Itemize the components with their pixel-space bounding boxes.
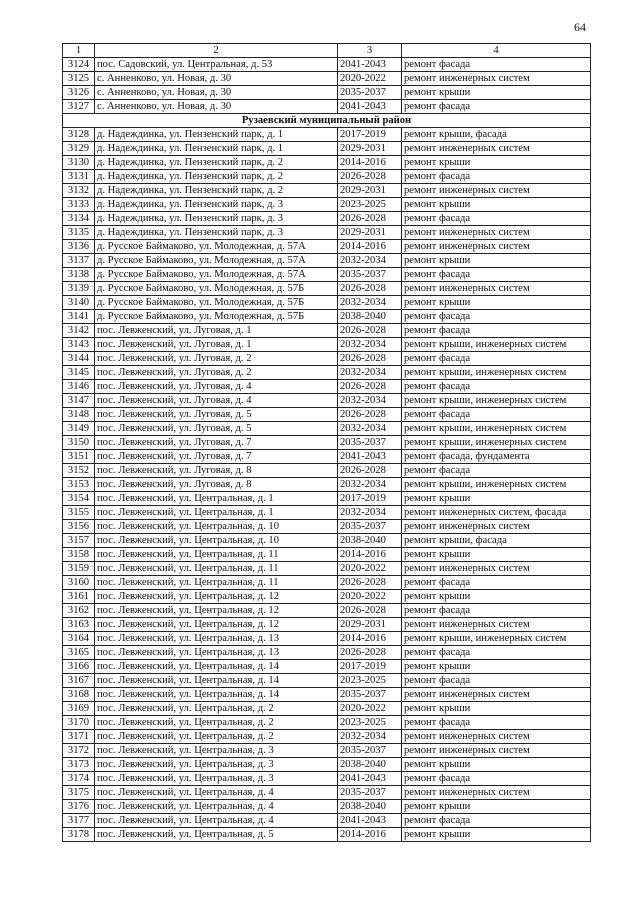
row-number: 3125 <box>63 72 95 86</box>
row-number: 3162 <box>63 604 95 618</box>
row-address: пос. Левженский, ул. Центральная, д. 10 <box>95 534 338 548</box>
table-row <box>63 828 591 842</box>
row-number: 3164 <box>63 632 95 646</box>
row-work-type: ремонт крыши, инженерных систем <box>402 366 591 380</box>
row-work-type: ремонт фасада <box>402 100 591 114</box>
row-period: 2014-2016 <box>338 240 402 254</box>
row-number: 3165 <box>63 646 95 660</box>
row-period: 2032-2034 <box>338 296 402 310</box>
row-work-type: ремонт крыши <box>402 800 591 814</box>
row-address: д. Русское Баймаково, ул. Молодежная, д. 57Б <box>95 310 338 324</box>
row-number: 3163 <box>63 618 95 632</box>
row-work-type: ремонт фасада <box>402 814 591 828</box>
row-work-type: ремонт крыши, фасада <box>402 534 591 548</box>
row-work-type: ремонт инженерных систем, фасада <box>402 506 591 520</box>
row-work-type: ремонт крыши, инженерных систем <box>402 422 591 436</box>
row-period: 2026-2028 <box>338 464 402 478</box>
row-work-type: ремонт крыши <box>402 702 591 716</box>
row-period: 2026-2028 <box>338 604 402 618</box>
column-header-4: 4 <box>402 44 591 58</box>
table-row <box>63 170 591 184</box>
row-address: пос. Левженский, ул. Центральная, д. 11 <box>95 576 338 590</box>
row-work-type: ремонт крыши <box>402 590 591 604</box>
row-period: 2017-2019 <box>338 492 402 506</box>
row-period: 2032-2034 <box>338 366 402 380</box>
row-work-type: ремонт инженерных систем <box>402 744 591 758</box>
table-row <box>63 814 591 828</box>
row-address: пос. Левженский, ул. Луговая, д. 7 <box>95 450 338 464</box>
row-period: 2029-2031 <box>338 226 402 240</box>
row-work-type: ремонт крыши <box>402 548 591 562</box>
table-row <box>63 436 591 450</box>
row-work-type: ремонт крыши <box>402 660 591 674</box>
row-number: 3131 <box>63 170 95 184</box>
row-period: 2035-2037 <box>338 268 402 282</box>
row-period: 2023-2025 <box>338 198 402 212</box>
table-row <box>63 100 591 114</box>
row-period: 2041-2043 <box>338 58 402 72</box>
row-period: 2032-2034 <box>338 730 402 744</box>
table-row <box>63 674 591 688</box>
row-address: с. Анненково, ул. Новая, д. 30 <box>95 72 338 86</box>
row-address: пос. Левженский, ул. Луговая, д. 5 <box>95 408 338 422</box>
section-title: Рузаевский муниципальный район <box>63 114 591 128</box>
row-address: д. Надеждинка, ул. Пензенский парк, д. 1 <box>95 128 338 142</box>
row-number: 3146 <box>63 380 95 394</box>
table-row <box>63 352 591 366</box>
row-number: 3159 <box>63 562 95 576</box>
table-row <box>63 786 591 800</box>
row-period: 2032-2034 <box>338 394 402 408</box>
table-row <box>63 702 591 716</box>
row-number: 3126 <box>63 86 95 100</box>
table-row <box>63 198 591 212</box>
row-period: 2035-2037 <box>338 520 402 534</box>
row-period: 2035-2037 <box>338 436 402 450</box>
row-period: 2041-2043 <box>338 814 402 828</box>
row-address: пос. Левженский, ул. Луговая, д. 5 <box>95 422 338 436</box>
row-address: пос. Левженский, ул. Центральная, д. 5 <box>95 828 338 842</box>
row-number: 3167 <box>63 674 95 688</box>
row-number: 3152 <box>63 464 95 478</box>
row-work-type: ремонт крыши <box>402 198 591 212</box>
row-work-type: ремонт крыши <box>402 492 591 506</box>
row-address: пос. Левженский, ул. Центральная, д. 3 <box>95 744 338 758</box>
row-work-type: ремонт фасада <box>402 380 591 394</box>
table-row <box>63 240 591 254</box>
table-row <box>63 226 591 240</box>
row-work-type: ремонт фасада <box>402 716 591 730</box>
row-address: пос. Левженский, ул. Луговая, д. 1 <box>95 338 338 352</box>
row-period: 2020-2022 <box>338 702 402 716</box>
rows-before-section <box>63 58 591 114</box>
row-address: д. Надеждинка, ул. Пензенский парк, д. 1 <box>95 142 338 156</box>
row-number: 3140 <box>63 296 95 310</box>
row-number: 3124 <box>63 58 95 72</box>
row-address: пос. Левженский, ул. Центральная, д. 10 <box>95 520 338 534</box>
table-row <box>63 128 591 142</box>
row-period: 2035-2037 <box>338 86 402 100</box>
section-heading-group <box>63 114 591 128</box>
table-row <box>63 72 591 86</box>
column-header-1: 1 <box>63 44 95 58</box>
row-number: 3178 <box>63 828 95 842</box>
row-period: 2041-2043 <box>338 100 402 114</box>
row-address: пос. Левженский, ул. Луговая, д. 7 <box>95 436 338 450</box>
table-row <box>63 618 591 632</box>
row-number: 3173 <box>63 758 95 772</box>
row-work-type: ремонт крыши <box>402 758 591 772</box>
row-number: 3150 <box>63 436 95 450</box>
row-work-type: ремонт крыши, инженерных систем <box>402 478 591 492</box>
table-row <box>63 254 591 268</box>
table-row <box>63 772 591 786</box>
row-work-type: ремонт крыши, инженерных систем <box>402 338 591 352</box>
table-row <box>63 212 591 226</box>
row-work-type: ремонт фасада <box>402 212 591 226</box>
table-row <box>63 156 591 170</box>
row-work-type: ремонт инженерных систем <box>402 282 591 296</box>
row-period: 2014-2016 <box>338 548 402 562</box>
row-period: 2035-2037 <box>338 786 402 800</box>
row-number: 3175 <box>63 786 95 800</box>
row-work-type: ремонт фасада <box>402 646 591 660</box>
row-work-type: ремонт инженерных систем <box>402 520 591 534</box>
row-work-type: ремонт крыши, фасада <box>402 128 591 142</box>
row-address: пос. Левженский, ул. Луговая, д. 8 <box>95 464 338 478</box>
row-work-type: ремонт фасада <box>402 170 591 184</box>
row-period: 2026-2028 <box>338 646 402 660</box>
row-period: 2017-2019 <box>338 660 402 674</box>
column-header-2: 2 <box>95 44 338 58</box>
row-number: 3177 <box>63 814 95 828</box>
row-number: 3160 <box>63 576 95 590</box>
row-address: д. Надеждинка, ул. Пензенский парк, д. 3 <box>95 226 338 240</box>
row-work-type: ремонт фасада <box>402 408 591 422</box>
row-period: 2020-2022 <box>338 72 402 86</box>
row-period: 2032-2034 <box>338 254 402 268</box>
row-address: пос. Левженский, ул. Центральная, д. 4 <box>95 814 338 828</box>
row-number: 3176 <box>63 800 95 814</box>
row-period: 2038-2040 <box>338 310 402 324</box>
row-address: пос. Левженский, ул. Центральная, д. 12 <box>95 604 338 618</box>
row-address: пос. Левженский, ул. Центральная, д. 14 <box>95 688 338 702</box>
row-work-type: ремонт крыши <box>402 156 591 170</box>
row-period: 2026-2028 <box>338 282 402 296</box>
column-number-row <box>63 44 591 58</box>
row-address: пос. Левженский, ул. Центральная, д. 14 <box>95 674 338 688</box>
row-address: пос. Левженский, ул. Центральная, д. 12 <box>95 618 338 632</box>
row-work-type: ремонт инженерных систем <box>402 184 591 198</box>
row-period: 2026-2028 <box>338 324 402 338</box>
table-row <box>63 492 591 506</box>
row-period: 2014-2016 <box>338 828 402 842</box>
table-row <box>63 660 591 674</box>
table-row <box>63 632 591 646</box>
row-address: д. Надеждинка, ул. Пензенский парк, д. 2 <box>95 170 338 184</box>
table-row <box>63 590 591 604</box>
row-address: пос. Садовский, ул. Центральная, д. 53 <box>95 58 338 72</box>
row-period: 2026-2028 <box>338 408 402 422</box>
row-period: 2035-2037 <box>338 688 402 702</box>
row-number: 3142 <box>63 324 95 338</box>
row-address: д. Русское Баймаково, ул. Молодежная, д. 57Б <box>95 282 338 296</box>
row-address: пос. Левженский, ул. Центральная, д. 13 <box>95 646 338 660</box>
row-address: пос. Левженский, ул. Центральная, д. 2 <box>95 716 338 730</box>
row-work-type: ремонт фасада <box>402 464 591 478</box>
row-work-type: ремонт крыши, инженерных систем <box>402 394 591 408</box>
row-address: д. Русское Баймаково, ул. Молодежная, д. 57А <box>95 240 338 254</box>
row-period: 2032-2034 <box>338 338 402 352</box>
row-period: 2041-2043 <box>338 450 402 464</box>
row-number: 3143 <box>63 338 95 352</box>
row-work-type: ремонт фасада <box>402 324 591 338</box>
row-number: 3168 <box>63 688 95 702</box>
row-number: 3130 <box>63 156 95 170</box>
page-number: 64 <box>574 20 586 34</box>
row-number: 3151 <box>63 450 95 464</box>
table-row <box>63 394 591 408</box>
row-work-type: ремонт фасада, фундамента <box>402 450 591 464</box>
row-address: пос. Левженский, ул. Центральная, д. 1 <box>95 506 338 520</box>
table-row <box>63 324 591 338</box>
row-number: 3139 <box>63 282 95 296</box>
row-period: 2038-2040 <box>338 800 402 814</box>
row-number: 3136 <box>63 240 95 254</box>
table-row <box>63 310 591 324</box>
row-address: д. Надеждинка, ул. Пензенский парк, д. 2 <box>95 156 338 170</box>
row-period: 2026-2028 <box>338 576 402 590</box>
row-period: 2029-2031 <box>338 618 402 632</box>
row-work-type: ремонт крыши, инженерных систем <box>402 436 591 450</box>
table-row <box>63 520 591 534</box>
table-row <box>63 604 591 618</box>
row-address: д. Надеждинка, ул. Пензенский парк, д. 2 <box>95 184 338 198</box>
table-row <box>63 534 591 548</box>
table-row <box>63 688 591 702</box>
table-row <box>63 800 591 814</box>
row-work-type: ремонт крыши <box>402 254 591 268</box>
table-row <box>63 646 591 660</box>
row-period: 2014-2016 <box>338 156 402 170</box>
row-number: 3127 <box>63 100 95 114</box>
row-address: с. Анненково, ул. Новая, д. 30 <box>95 86 338 100</box>
row-number: 3171 <box>63 730 95 744</box>
column-header-3: 3 <box>338 44 402 58</box>
row-address: д. Русское Баймаково, ул. Молодежная, д. 57А <box>95 268 338 282</box>
row-number: 3153 <box>63 478 95 492</box>
row-work-type: ремонт крыши, инженерных систем <box>402 632 591 646</box>
row-number: 3158 <box>63 548 95 562</box>
row-number: 3135 <box>63 226 95 240</box>
row-work-type: ремонт инженерных систем <box>402 688 591 702</box>
table-row <box>63 338 591 352</box>
row-work-type: ремонт инженерных систем <box>402 730 591 744</box>
table-row <box>63 478 591 492</box>
row-address: пос. Левженский, ул. Центральная, д. 13 <box>95 632 338 646</box>
row-period: 2017-2019 <box>338 128 402 142</box>
row-address: пос. Левженский, ул. Центральная, д. 1 <box>95 492 338 506</box>
row-period: 2029-2031 <box>338 184 402 198</box>
row-number: 3144 <box>63 352 95 366</box>
row-number: 3166 <box>63 660 95 674</box>
row-address: пос. Левженский, ул. Луговая, д. 2 <box>95 352 338 366</box>
row-work-type: ремонт фасада <box>402 58 591 72</box>
row-work-type: ремонт фасада <box>402 576 591 590</box>
row-address: д. Русское Баймаково, ул. Молодежная, д. 57А <box>95 254 338 268</box>
row-work-type: ремонт фасада <box>402 310 591 324</box>
row-work-type: ремонт крыши <box>402 828 591 842</box>
row-number: 3149 <box>63 422 95 436</box>
table-row <box>63 576 591 590</box>
row-work-type: ремонт инженерных систем <box>402 786 591 800</box>
row-address: пос. Левженский, ул. Центральная, д. 4 <box>95 786 338 800</box>
table-row <box>63 184 591 198</box>
row-address: пос. Левженский, ул. Луговая, д. 2 <box>95 366 338 380</box>
row-number: 3161 <box>63 590 95 604</box>
row-work-type: ремонт инженерных систем <box>402 72 591 86</box>
row-work-type: ремонт фасада <box>402 352 591 366</box>
row-number: 3148 <box>63 408 95 422</box>
table-row <box>63 142 591 156</box>
row-period: 2032-2034 <box>338 422 402 436</box>
row-address: пос. Левженский, ул. Центральная, д. 3 <box>95 772 338 786</box>
row-work-type: ремонт фасада <box>402 268 591 282</box>
table-row <box>63 268 591 282</box>
row-number: 3154 <box>63 492 95 506</box>
row-address: пос. Левженский, ул. Центральная, д. 2 <box>95 702 338 716</box>
row-number: 3155 <box>63 506 95 520</box>
table-row <box>63 366 591 380</box>
register-table <box>62 43 591 842</box>
row-number: 3172 <box>63 744 95 758</box>
row-period: 2038-2040 <box>338 758 402 772</box>
row-number: 3174 <box>63 772 95 786</box>
row-work-type: ремонт крыши <box>402 86 591 100</box>
table-row <box>63 296 591 310</box>
table-row <box>63 548 591 562</box>
table-row <box>63 86 591 100</box>
row-address: д. Надеждинка, ул. Пензенский парк, д. 3 <box>95 198 338 212</box>
row-period: 2020-2022 <box>338 590 402 604</box>
row-work-type: ремонт инженерных систем <box>402 240 591 254</box>
row-number: 3147 <box>63 394 95 408</box>
table-row <box>63 730 591 744</box>
row-period: 2035-2037 <box>338 744 402 758</box>
row-period: 2026-2028 <box>338 352 402 366</box>
row-work-type: ремонт инженерных систем <box>402 562 591 576</box>
row-number: 3137 <box>63 254 95 268</box>
row-address: пос. Левженский, ул. Центральная, д. 12 <box>95 590 338 604</box>
row-address: с. Анненково, ул. Новая, д. 30 <box>95 100 338 114</box>
row-address: пос. Левженский, ул. Центральная, д. 11 <box>95 548 338 562</box>
row-period: 2026-2028 <box>338 380 402 394</box>
row-number: 3141 <box>63 310 95 324</box>
row-period: 2023-2025 <box>338 716 402 730</box>
row-number: 3134 <box>63 212 95 226</box>
row-number: 3145 <box>63 366 95 380</box>
row-work-type: ремонт крыши <box>402 296 591 310</box>
table-row <box>63 562 591 576</box>
row-number: 3169 <box>63 702 95 716</box>
table-row <box>63 422 591 436</box>
row-address: пос. Левженский, ул. Центральная, д. 14 <box>95 660 338 674</box>
table-row <box>63 450 591 464</box>
row-period: 2026-2028 <box>338 170 402 184</box>
row-number: 3132 <box>63 184 95 198</box>
row-period: 2038-2040 <box>338 534 402 548</box>
table-row <box>63 58 591 72</box>
row-address: пос. Левженский, ул. Центральная, д. 2 <box>95 730 338 744</box>
row-number: 3157 <box>63 534 95 548</box>
row-work-type: ремонт инженерных систем <box>402 618 591 632</box>
row-address: пос. Левженский, ул. Луговая, д. 1 <box>95 324 338 338</box>
row-address: пос. Левженский, ул. Центральная, д. 11 <box>95 562 338 576</box>
row-address: д. Надеждинка, ул. Пензенский парк, д. 3 <box>95 212 338 226</box>
row-address: пос. Левженский, ул. Луговая, д. 4 <box>95 394 338 408</box>
row-number: 3138 <box>63 268 95 282</box>
row-address: пос. Левженский, ул. Луговая, д. 8 <box>95 478 338 492</box>
row-address: пос. Левженский, ул. Луговая, д. 4 <box>95 380 338 394</box>
table-row <box>63 282 591 296</box>
row-period: 2029-2031 <box>338 142 402 156</box>
row-address: пос. Левженский, ул. Центральная, д. 3 <box>95 758 338 772</box>
row-period: 2026-2028 <box>338 212 402 226</box>
section-heading-row <box>63 114 591 128</box>
row-work-type: ремонт инженерных систем <box>402 226 591 240</box>
row-period: 2032-2034 <box>338 506 402 520</box>
table-row <box>63 380 591 394</box>
row-number: 3170 <box>63 716 95 730</box>
table-row <box>63 408 591 422</box>
row-number: 3128 <box>63 128 95 142</box>
row-work-type: ремонт фасада <box>402 772 591 786</box>
row-work-type: ремонт фасада <box>402 604 591 618</box>
rows-after-section <box>63 128 591 842</box>
row-period: 2023-2025 <box>338 674 402 688</box>
table-row <box>63 744 591 758</box>
table-row <box>63 464 591 478</box>
row-number: 3156 <box>63 520 95 534</box>
row-work-type: ремонт фасада <box>402 674 591 688</box>
row-address: пос. Левженский, ул. Центральная, д. 4 <box>95 800 338 814</box>
row-period: 2014-2016 <box>338 632 402 646</box>
row-number: 3133 <box>63 198 95 212</box>
row-address: д. Русское Баймаково, ул. Молодежная, д. 57Б <box>95 296 338 310</box>
row-period: 2020-2022 <box>338 562 402 576</box>
row-period: 2041-2043 <box>338 772 402 786</box>
row-period: 2032-2034 <box>338 478 402 492</box>
table-row <box>63 716 591 730</box>
table-row <box>63 758 591 772</box>
row-work-type: ремонт инженерных систем <box>402 142 591 156</box>
table-row <box>63 506 591 520</box>
row-number: 3129 <box>63 142 95 156</box>
